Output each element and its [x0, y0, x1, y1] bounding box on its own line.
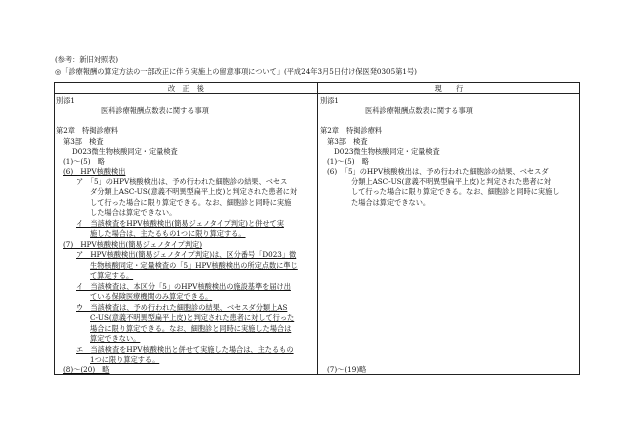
new-part: 第3部 検査: [63, 137, 104, 146]
old-part: 第3部 検査: [327, 137, 368, 146]
new-item-1-5: (1)～(5) 略: [63, 157, 105, 166]
old-appendix: 別添1: [320, 96, 339, 105]
new-item-6: (6) HPV核酸検出: [63, 167, 126, 176]
old-item-6-line4: た場合は算定できない。: [351, 198, 431, 207]
reference-label: (参考：新旧対照表): [55, 55, 119, 64]
old-item-6-line1: (6) 「5」のHPV核酸検出は、予め行われた細胞診の結果、ベセスダ: [327, 167, 549, 176]
new-item-7a-line1: ア HPV核酸検出(簡易ジェノタイプ判定)は、区分番号「D023」微: [76, 250, 297, 259]
new-item-6a-line1: ア 「5」のHPV核酸検出は、予め行われた細胞診の結果、ベセス: [76, 177, 288, 186]
old-title: 医科診療報酬点数表に関する事項: [365, 106, 473, 115]
notice-title: ◎「診療報酬の算定方法の一部改正に伴う実施上の留意事項について」(平成24年3月5日付け保医発0305第1号): [55, 67, 417, 76]
new-item-6a-line4: した場合は算定できない。: [90, 208, 177, 217]
old-item-1-5: (1)～(5) 略: [327, 157, 369, 166]
new-item-7u-line2: C-US(意義不明異型扁平上皮)と判定された患者に対して行った: [90, 313, 295, 322]
new-item-6i-line2: 施した場合は、主たるもの1つに限り算定する。: [90, 229, 246, 238]
column-divider: [317, 82, 318, 375]
new-item-6a-line3: して行った場合に限り算定できる。なお、細胞診と同時に実施: [90, 198, 292, 207]
new-appendix: 別添1: [56, 96, 75, 105]
old-item-6-line3: して行った場合に限り算定できる。なお、細胞診と同時に実施し: [351, 187, 560, 196]
old-item-7-19: (7)～(19)略: [327, 365, 367, 374]
new-section: D023微生物核酸同定・定量検査: [72, 147, 178, 156]
new-item-7: (7) HPV核酸検出(簡易ジェノタイプ判定): [63, 240, 203, 249]
new-item-6a-line2: ダ分類上ASC-US(意義不明異型扁平上皮)と判定された患者に対: [90, 187, 298, 196]
new-item-7e-line2: 1つに限り算定する。: [90, 355, 160, 364]
new-item-7u-line4: 算定できない。: [90, 334, 141, 343]
new-item-7i-line2: ている保険医療機関のみ算定できる。: [90, 292, 213, 301]
new-title: 医科診療報酬点数表に関する事項: [101, 106, 209, 115]
new-chapter: 第2章 特掲診療料: [56, 126, 119, 135]
old-chapter: 第2章 特掲診療料: [320, 126, 383, 135]
new-item-6i-line1: イ 当該検査をHPV核酸検出(簡易ジェノタイプ判定)と併せて実: [76, 219, 284, 228]
new-item-8-20: (8)～(20) 略: [63, 365, 110, 374]
new-item-7a-line2: 生物核酸同定・定量検査の「5」HPV核酸検出の所定点数に準じ: [90, 261, 298, 270]
new-item-7i-line1: イ 当該検査は、本区分「5」のHPV核酸検出の施設基準を届け出: [76, 282, 291, 291]
old-section: D023微生物核酸同定・定量検査: [334, 147, 440, 156]
column-header-new: 改 正 後: [168, 84, 204, 93]
new-item-7u-line1: ウ 当該検査は、予め行われた細胞診の結果、ベセスダ分類上AS: [76, 303, 288, 312]
old-item-6-line2: 分類上ASC-US(意義不明異型扁平上皮)と判定された患者に対: [351, 177, 551, 186]
column-header-old: 現 行: [434, 84, 464, 93]
new-item-7e-line1: エ 当該検査をHPV核酸検出と併せて実施した場合は、主たるもの: [76, 345, 294, 354]
new-item-7a-line3: て算定する。: [90, 271, 134, 280]
new-item-7u-line3: 場合に限り算定できる。なお、細胞診と同時に実施した場合は: [90, 324, 292, 333]
